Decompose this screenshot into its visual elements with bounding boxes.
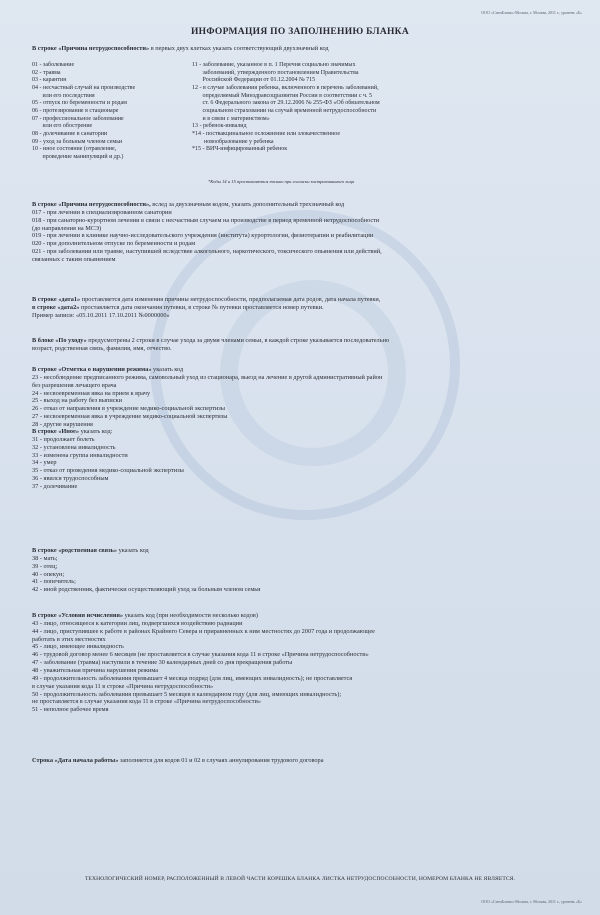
other-code-item: 34 - умер [32, 459, 57, 467]
additional-code-item: 021 - при заболевании или травме, наступившей вследствие алкогольного, наркотического, токсического опьянения или действий, [32, 248, 382, 256]
reason-code-item: 06 - протезирование в стационаре [32, 108, 119, 115]
reason-codes-right [192, 62, 572, 154]
section-work-start-date [32, 757, 577, 765]
violation-code-item: 26 - отказ от направления в учреждение медико-социальной экспертизы [32, 405, 226, 413]
calculation-code-list [32, 620, 577, 714]
other-code-item: 37 - долечивание [32, 483, 78, 491]
calculation-code-item: в случае указания кода 11 в строке «Причина нетрудоспособности» [32, 682, 214, 690]
reason-code-item: 12 - в случае заболевания ребенка, включенного в перечень заболеваний, [192, 85, 379, 92]
publisher-imprint-top: ООО «СитиБланк»-Москва, г. Москва, 2011 г., уровень «Б» [481, 10, 582, 15]
footnote: *Коды 14 и 15 проставляются только при согласии застрахованного лица [208, 179, 355, 184]
calculation-code-item: 44 - лицо, приступившее к работе в районах Крайнего Севера и приравненных к ним местностях до 2007 года и продолжающее [32, 627, 375, 635]
care-line: возраст, родственная связь, фамилия, имя, отчество. [32, 344, 172, 352]
other-code-item: 33 - изменена группа инвалидности [32, 451, 128, 459]
reason-code-item: заболеваний, утвержденного постановлением Правительства [192, 69, 359, 76]
calculation-code-item: не проставляется в случае указания кода 11 в строке «Причина нетрудоспособности» [32, 698, 261, 706]
relation-code-list [32, 555, 577, 594]
violation-code-item: 27 - несвоевременная явка в учреждение медико-социальной экспертизы [32, 413, 228, 421]
reason-code-item: 07 - профессиональное заболевание [32, 115, 124, 122]
relation-code-item: 39 - отец; [32, 562, 58, 570]
reason-code-item: проведение манипуляций и др.) [32, 154, 124, 161]
relation-code-item: 38 - мать; [32, 554, 58, 562]
section-heading: Строка «Дата начала работы» заполняется для кодов 01 и 02 в случаях аннулирования трудового договора [32, 757, 324, 764]
other-code-item: 36 - явился трудоспособным [32, 475, 109, 483]
section-disability-reason [32, 45, 577, 53]
additional-code-item: 019 - при лечении в клинике научно-исследовательского учреждения (института) курортологии, физиотерапии и реабилитации [32, 232, 374, 240]
violation-code-item: 28 - другие нарушения [32, 421, 93, 429]
reason-code-item: и в связи с материнством» [192, 115, 270, 122]
reason-code-item: 11 - заболевание, указанное в п. 1 Перечня социально значимых [192, 62, 356, 68]
reason-codes-left [32, 62, 192, 162]
reason-code-item: 04 - несчастный случай на производстве [32, 85, 136, 92]
calculation-code-item: 51 - неполное рабочее время [32, 706, 109, 714]
calculation-code-item: 46 - трудовой договор менее 6 месяцев (не проставляется в случае указания кода 11 в строке «Причина нетрудоспособности» [32, 651, 369, 659]
violation-code-item: 24 - несвоевременная явка на прием к врачу [32, 389, 151, 397]
page-title: ИНФОРМАЦИЯ ПО ЗАПОЛНЕНИЮ БЛАНКА [190, 27, 410, 37]
section-calculation-conditions [32, 612, 577, 714]
additional-code-list [32, 209, 577, 264]
section-relation [32, 547, 577, 594]
additional-code-item: связанных с таким опьянением [32, 256, 116, 264]
reason-code-item: новообразование у ребенка [192, 138, 274, 145]
additional-code-item: (до направления на МСЭ) [32, 224, 102, 232]
reason-code-item: 05 - отпуск по беременности и родам [32, 100, 127, 107]
violation-code-list [32, 374, 577, 429]
reason-code-item: 01 - заболевание [32, 62, 75, 68]
reason-code-item: Российской Федерации от 01.12.2004 № 715 [192, 77, 316, 84]
additional-code-item: 017 - при лечении в специализированном санатории [32, 208, 172, 216]
reason-code-item: ст. 6 Федерального закона от 29.12.2006 № 255-ФЗ «Об обязательном [192, 100, 380, 107]
section-dates [32, 296, 577, 320]
reason-code-item: 13 - ребенок-инвалид [192, 123, 247, 130]
section-heading: В строке «Иное» указать код: [32, 428, 113, 435]
calculation-code-item: 45 - лицо, имеющее инвалидность [32, 643, 124, 651]
calculation-code-item: 47 - заболевание (травма) наступили в течение 30 календарных дней со дня прекращения работы [32, 659, 293, 667]
section-additional-code [32, 201, 577, 264]
relation-code-item: 41 - попечитель; [32, 578, 76, 586]
reason-code-item: *14 - поствакцинальное осложнение или злокачественное [192, 131, 341, 138]
reason-code-item: 09 - уход за больным членом семьи [32, 138, 123, 145]
example-line: Пример записи: «05.10.2011 17.10.2011 №0000000» [32, 311, 170, 319]
reason-code-item: 03 - карантин [32, 77, 67, 84]
reason-code-item: социальном страховании на случай временной нетрудоспособности [192, 108, 377, 115]
section-heading: В строке «Причина нетрудоспособности», вслед за двухзначным кодом, указать дополнительный трехзначный код [32, 201, 345, 208]
violation-code-item: 23 - несоблюдение предписанного режима, самовольный уход из стационара, выезд на лечение в другой административный район [32, 373, 383, 381]
section-heading: В строке «Отметка о нарушении режима» указать код [32, 366, 184, 373]
footnote-wrapper [192, 179, 572, 185]
section-regime-violation [32, 366, 577, 429]
reason-code-item: определяемый Минздравсоцразвития России в соответствии с ч. 5 [192, 92, 373, 99]
bottom-note: ТЕХНОЛОГИЧЕСКИЙ НОМЕР, РАСПОЛОЖЕННЫЙ В ЛЕВОЙ ЧАСТИ КОРЕШКА БЛАНКА ЛИСТКА НЕТРУДОСПОСОБНОСТИ, НОМЕРОМ БЛАНКА НЕ ЯВЛЯЕТСЯ. [84, 876, 516, 882]
reason-code-item: 10 - иное состояние (отравление, [32, 146, 117, 153]
section-heading: В строке «Условия исчисления» указать код (при необходимости несколько кодов) [32, 612, 258, 619]
additional-code-item: 018 - при санаторно-курортном лечении в связи с несчастным случаем на производстве в период временной нетрудоспособности [32, 216, 380, 224]
relation-code-item: 42 - иной родственник, фактически осуществляющий уход за больным членом семьи [32, 586, 261, 594]
section-heading: В строке «родственная связь» указать код [32, 547, 149, 554]
section-heading: В блоке «По уходу» предусмотрены 2 строки в случае ухода за двумя членами семьи, в каждой строке указывается последовательно [32, 337, 390, 344]
reason-code-item: или его последствия [32, 92, 95, 99]
calculation-code-item: 48 - уважительная причина нарушения режима [32, 667, 159, 675]
calculation-code-item: 49 - продолжительность заболевания превышает 4 месяца подряд (для лиц, имеющих инвалидность); не проставляется [32, 674, 353, 682]
calculation-code-item: 43 - лицо, относящееся к категории лиц, подвергшихся воздействию радиации [32, 619, 243, 627]
reason-code-item: или его обострение [32, 123, 93, 130]
other-code-list [32, 436, 577, 491]
other-code-item: 31 - продолжает болеть [32, 435, 95, 443]
date2-line: в строке «дата2» проставляется дата окончания путевки, в строке № путевки проставляется номер путевки. [32, 303, 324, 311]
calculation-code-item: 50 - продолжительность заболевания превышает 5 месяцев в календарном году (для лиц, имеющих инвалидность); [32, 690, 342, 698]
reason-code-item: *15 - ВИЧ-инфицированный ребенок [192, 146, 288, 153]
section-heading: В строке «Причина нетрудоспособности» в первых двух клетках указать соответствующий двухзначный код [32, 45, 329, 52]
reason-code-item: 02 - травма [32, 69, 61, 76]
violation-code-item: без разрешения лечащего врача [32, 381, 117, 389]
calculation-code-item: работать в этих местностях [32, 635, 106, 643]
additional-code-item: 020 - при дополнительном отпуске по беременности и родам [32, 240, 196, 248]
section-other [32, 428, 577, 491]
reason-code-item: 08 - долечивание в санатории [32, 131, 108, 138]
section-heading: В строке «дата1» проставляется дата изменения причины нетрудоспособности, предполагаемая дата родов, дата начала путевки, [32, 296, 381, 303]
other-code-item: 35 - отказ от проведения медико-социальной экспертизы [32, 467, 184, 475]
other-code-item: 32 - установлена инвалидность [32, 443, 116, 451]
violation-code-item: 25 - выход на работу без выписки [32, 397, 122, 405]
relation-code-item: 40 - опекун; [32, 570, 65, 578]
publisher-imprint-bottom: ООО «СитиБланк»-Москва, г. Москва, 2011 г., уровень «Б» [481, 899, 582, 904]
section-care [32, 337, 577, 353]
